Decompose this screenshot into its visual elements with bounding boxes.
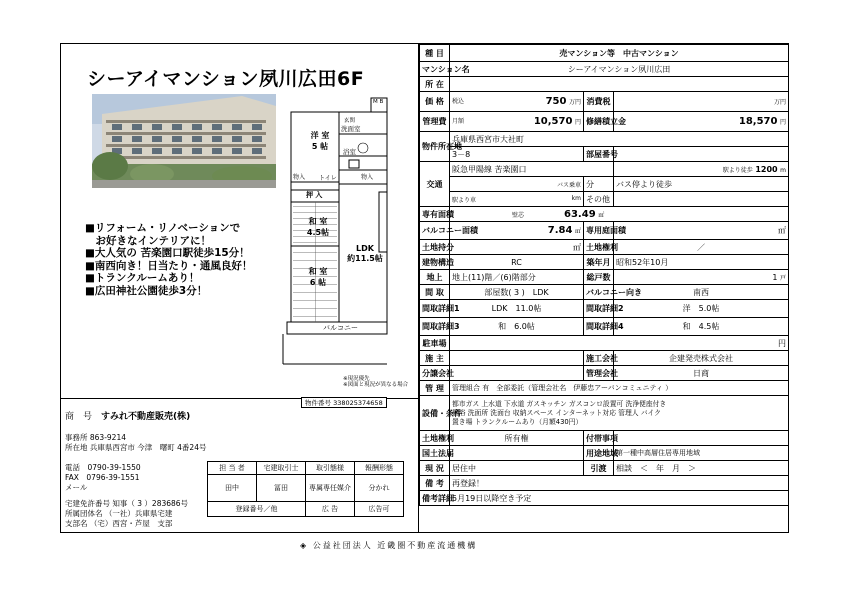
transport-label: 交通 (420, 162, 450, 207)
mgmt-label: 管理費 (420, 112, 450, 132)
plan-notes: ※現況優先 ※図面と現況が異なる場合 (343, 376, 409, 388)
detail2-label: 間取詳細2 (584, 300, 614, 318)
land-right-value: ／ (614, 240, 789, 255)
room-label: 部屋番号 (584, 147, 614, 162)
address-row: 所在地 兵庫県西宮市 今津 曙町 4番24号 (65, 443, 207, 452)
bus-unit: 分 (584, 177, 614, 192)
repair-cell: 18,570 円 (614, 112, 789, 132)
direction-label: バルコニー向き (584, 285, 614, 300)
other-value (614, 192, 789, 207)
label-bath: 浴室 (343, 148, 356, 156)
area-label: 専有面積 (420, 207, 450, 222)
room-value (614, 147, 789, 162)
seller-label: 分譲会社 (420, 366, 450, 381)
location-sub: 3－8 (450, 147, 584, 162)
note-value (450, 77, 789, 92)
listing-sheet (60, 43, 789, 533)
ad-value: 広告可 (355, 502, 404, 517)
terms-label: 付帯事項 (584, 431, 614, 446)
point-3: ■大人気の 苦楽園口駅徒歩15分！ (85, 247, 250, 260)
listing-title: シーアイマンション夙川広田6F (87, 68, 365, 90)
layout-label: 間 取 (420, 285, 450, 300)
detail4-value: 和 4.5帖 (614, 318, 789, 336)
label-genkan: 玄関 (344, 118, 356, 124)
grid-value-agent: 冨田 (257, 475, 306, 502)
mgmt-form-value: 管理組合 有 全部委託（管理会社名 伊藤忠アーバンコミュニティ ） (450, 381, 789, 396)
zoning-label: 国土法届 (420, 446, 450, 461)
delivery-value: 所有権 (450, 431, 584, 446)
shop-name-row: 商 号 すみれ不動産販売(株) (65, 412, 191, 422)
name-label: マンション名 (420, 62, 450, 77)
room-japanese1: 和 室 4.5帖 (306, 217, 330, 237)
grid-value-fee: 分かれ (355, 475, 404, 502)
location-value: 兵庫県西宮市大社町 (450, 132, 789, 147)
walk-cell: 駅より徒歩 1200 m (614, 162, 789, 177)
grid-header-fee: 報酬形態 (355, 462, 404, 475)
station-value: 阪急甲陽線 苦楽園口 (450, 162, 614, 177)
terms-value (614, 431, 789, 446)
direction-value: 南西 (614, 285, 789, 300)
label-balcony: バルコニー (323, 324, 358, 332)
grid-value-mode: 専属専任媒介 (306, 475, 355, 502)
grid-header-staff: 担 当 者 (208, 462, 257, 475)
shop-info (61, 398, 419, 534)
tax-label: 消費税 (584, 92, 614, 112)
area-cell: 壁芯 63.49 ㎡ (450, 207, 789, 222)
building-photo-image (92, 94, 276, 188)
balcony-cell: 7.84 ㎡ (450, 222, 584, 240)
price-cell: 税込 750 万円 (450, 92, 584, 112)
footer-text: 公益社団法人 近畿圏不動産流通機構 (312, 541, 478, 550)
detail3-value: 和 6.0帖 (450, 318, 584, 336)
label-wash: 洗面室 (341, 125, 361, 133)
structure-label: 建物構造 (420, 255, 450, 270)
car-cell: 駅より車 km (450, 192, 584, 207)
use-label: 用途地域 (584, 446, 614, 461)
spec-panel (419, 44, 788, 532)
use-value: 第一種中高層住居専用地域 (614, 446, 789, 461)
tel-row: 電話 0790-39-1550 (65, 463, 141, 472)
units-label: 総戸数 (584, 270, 614, 285)
zoning-value (450, 446, 584, 461)
delivery-label: 土地権利 (420, 431, 450, 446)
bus-cell: バス乗車 (450, 177, 584, 192)
built-value: 昭和52年10月 (614, 255, 789, 270)
property-code: 物件番号 338025374658 (301, 397, 387, 408)
point-2: お好きなインテリアに！ (85, 234, 211, 247)
mgmt-co-label: 管理会社 (584, 366, 614, 381)
reg-label: 登録番号／他 (208, 502, 306, 517)
license-row: 宅建免許番号 知事（ 3 ）283686号 (65, 499, 189, 508)
built-label: 築年月 (584, 255, 614, 270)
parking-label: 駐車場 (420, 336, 450, 351)
location-label: 物件所在地 (420, 132, 450, 162)
seller-value (450, 366, 584, 381)
point-4: ■南西向き！日当たり・通風良好！ (85, 259, 253, 272)
label-oshiire: 押 入 (306, 191, 323, 199)
facility-label: 設備・条件 (420, 396, 450, 431)
detail2-value: 洋 5.0帖 (614, 300, 789, 318)
garden-unit: ㎡ (614, 222, 789, 240)
mgmt-form-label: 管 理 (420, 381, 450, 396)
contractor-label: 施工会社 (584, 351, 614, 366)
tax-cell: 万円 (614, 92, 789, 112)
branch-row: 支部名 （宅）西宮・芦屋 支部 (65, 519, 173, 528)
detail3-label: 間取詳細3 (420, 318, 450, 336)
grid-value-staff: 田中 (208, 475, 257, 502)
name-value: シーアイマンション夙川広田 (450, 62, 789, 77)
land-share-unit: ㎡ (450, 240, 584, 255)
current-label: 現 況 (420, 461, 450, 476)
detail4-label: 間取詳細4 (584, 318, 614, 336)
label-storage1: 物入 (293, 174, 306, 181)
detail1-value: LDK 11.0帖 (450, 300, 584, 318)
price-label: 価 格 (420, 92, 450, 112)
room-western: 洋 室 5 帖 (310, 131, 330, 151)
current-value: 居住中 (450, 461, 584, 476)
units-cell: 1 戸 (614, 270, 789, 285)
grid-header-mode: 取引態様 (306, 462, 355, 475)
ad-label: 広 告 (306, 502, 355, 517)
remark-label: 備 考 (420, 476, 450, 491)
label-mb: M B (373, 99, 384, 105)
selling-points (85, 222, 252, 298)
hand-label: 引渡 (584, 461, 614, 476)
balcony-label: バルコニー面積 (420, 222, 450, 240)
builder-value (450, 351, 584, 366)
spec-table (419, 44, 789, 506)
assoc-row: 所属団体名 （一社）兵庫県宅建 (65, 509, 173, 518)
grid-header-agent: 宅建取引士 (257, 462, 306, 475)
label-toilet: トイレ (319, 175, 337, 182)
room-japanese2: 和 室 6 帖 (308, 267, 328, 287)
office-row: 事務所 863-9214 (65, 433, 126, 442)
label-storage2: 物入 (361, 174, 374, 181)
facility-value: 都市ガス 上水道 下水道 ガスキッチン ガスコンロ設置可 洗浄便座付き 個浴 洗面所 洗面台 収納スペース インターネット対応 管理人 バイク 置き場 トランクルームあり（月額430円） (450, 396, 789, 431)
staff-grid (207, 461, 404, 517)
left-panel (61, 44, 419, 532)
other-label: その他 (584, 192, 614, 207)
mail-row: メール (65, 483, 88, 492)
remark2-label: 備考詳細 (420, 491, 450, 506)
remark-value: 再登録！ (450, 476, 789, 491)
mgmt-cell: 月額 10,570 円 (450, 112, 584, 132)
mgmt-co-value: 日商 (614, 366, 789, 381)
land-right-label: 土地権利 (584, 240, 614, 255)
layout-value: 部屋数( 3 ) LDK (450, 285, 584, 300)
remark2-value: 5月19日以降空き予定 (450, 491, 789, 506)
point-6: ■広田神社公園徒歩3分！ (85, 284, 208, 297)
busstop-cell: バス停より徒歩 (614, 177, 789, 192)
point-5: ■トランクルームあり！ (85, 272, 200, 285)
point-1: ■リフォーム・リノベーションで (85, 222, 241, 234)
type-label: 種 目 (420, 45, 450, 62)
garden-label: 専用庭面積 (584, 222, 614, 240)
parking-unit: 円 (450, 336, 789, 351)
association-logo-icon: ◈ (300, 541, 309, 550)
land-share-label: 土地持分 (420, 240, 450, 255)
floors-label: 地上 (420, 270, 450, 285)
detail1-label: 間取詳細1 (420, 300, 450, 318)
fax-row: FAX 0796-39-1551 (65, 473, 140, 482)
room-ldk: LDK 約11.5帖 (347, 244, 383, 263)
repair-label: 修繕積立金 (584, 112, 614, 132)
footer (300, 540, 477, 551)
building-photo (92, 94, 276, 188)
type-value: 売マンション等 中古マンション (450, 45, 789, 62)
contractor-value: 企建発売株式会社 (614, 351, 789, 366)
floors-value: 地上(11)階／(6)階部分 (450, 270, 584, 285)
deliv-value: 相談 ＜ 年 月 ＞ (614, 461, 789, 476)
structure-value: RC (450, 255, 584, 270)
note-label: 所 在 (420, 77, 450, 92)
builder-label: 施 主 (420, 351, 450, 366)
